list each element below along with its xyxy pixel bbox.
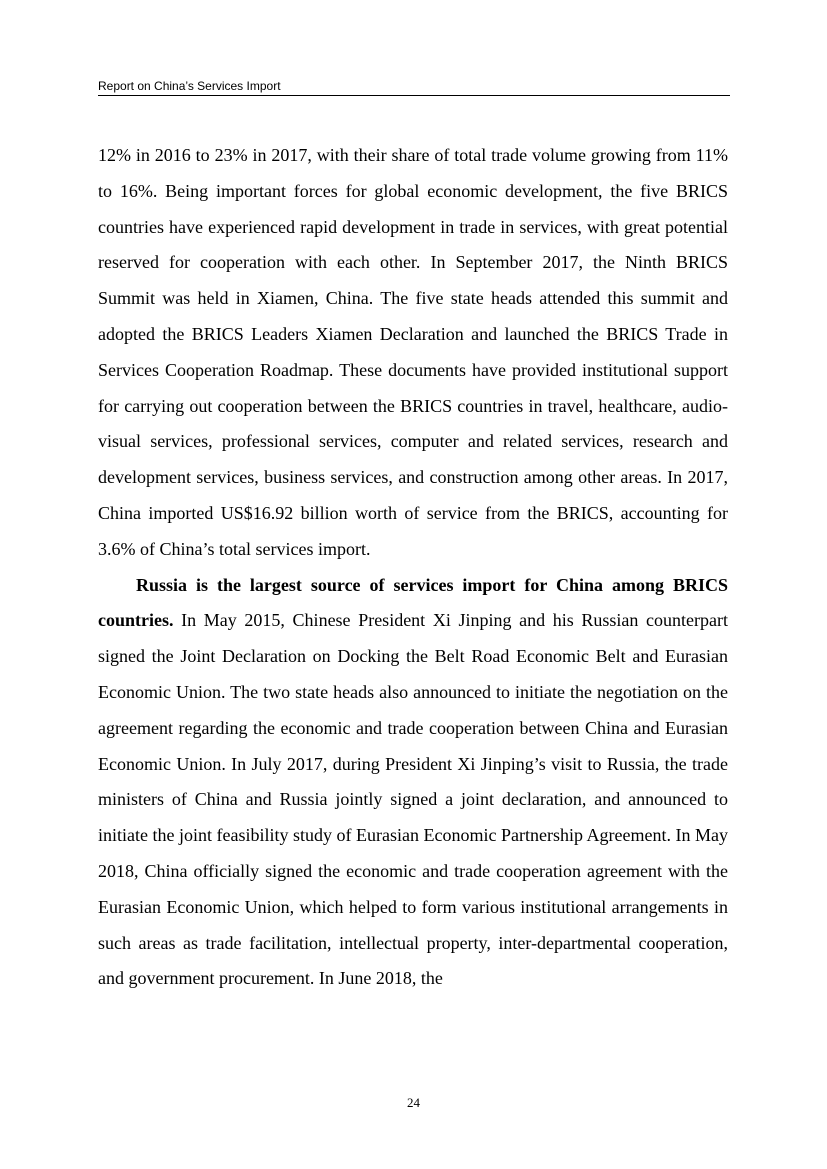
body-text (98, 138, 728, 997)
paragraph-2-text: In May 2015, Chinese President Xi Jinping and his Russian counterpart signed the Joint Declaration on Docking the Belt Road Economic Belt and Eurasian Economic Union. The two state heads also announced to initiate the negotiation on the agreement regarding the economic and trade cooperation between China and Eurasian Economic Union. In July 2017, during President Xi Jinping’s visit to Russia, the trade ministers of China and Russia jointly signed a joint declaration, and announced to initiate the joint feasibility study of Eurasian Economic Partnership Agreement. In May 2018, China officially signed the economic and trade cooperation agreement with the Eurasian Economic Union, which helped to form various institutional arrangements in such areas as trade facilitation, intellectual property, inter-departmental cooperation, and government procurement. In June 2018, the (98, 610, 728, 989)
paragraph-1: 12% in 2016 to 23% in 2017, with their share of total trade volume growing from 11% to 16%. Being important forces for global economic development, the five BRICS countries have experienced rapid development in trade in services, with great potential reserved for cooperation with each other. In September 2017, the Ninth BRICS Summit was held in Xiamen, China. The five state heads attended this summit and adopted the BRICS Leaders Xiamen Declaration and launched the BRICS Trade in Services Cooperation Roadmap. These documents have provided institutional support for carrying out cooperation between the BRICS countries in travel, healthcare, audio-visual services, professional services, computer and related services, research and development services, business services, and construction among other areas. In 2017, China imported US$16.92 billion worth of service from the BRICS, accounting for 3.6% of China’s total services import. (98, 145, 728, 559)
paragraph-2-lead: Russia is the largest source of services import for China among BRICS countries. (98, 574, 728, 631)
running-header: Report on China’s Services Import (98, 78, 730, 96)
page-number: 24 (407, 1095, 420, 1110)
paragraph-2 (98, 568, 728, 998)
